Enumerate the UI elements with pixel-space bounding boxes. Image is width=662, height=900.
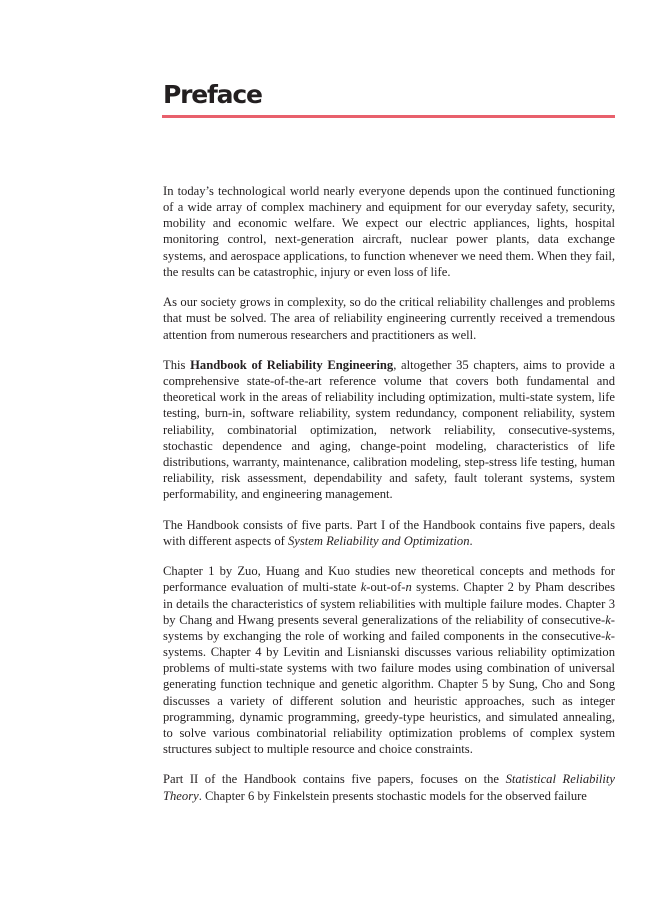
paragraph-5-text-1: Chapter 1 by Zuo, Huang and Kuo studies new theoretical concepts and methods for performance evaluation of multi-state bbox=[163, 564, 615, 595]
math-k: k bbox=[360, 580, 367, 595]
paragraph-4-end: . bbox=[469, 533, 473, 548]
preface-body bbox=[163, 183, 615, 818]
part-2-title-italic: Statistical Reliability Theory bbox=[163, 772, 615, 803]
paragraph-4 bbox=[163, 517, 615, 549]
handbook-title-bold: Handbook of Reliability Engineering bbox=[190, 358, 394, 372]
math-k: k bbox=[605, 612, 611, 627]
title-underline bbox=[162, 115, 615, 118]
paragraph-3-lead: This bbox=[163, 358, 191, 372]
paragraph-6 bbox=[163, 771, 615, 803]
part-1-title-italic: System Reliability and Optimization bbox=[287, 533, 470, 548]
paragraph-5-text-5: -systems. Chapter 4 by Levitin and Lisnianski discusses various reliability optimization problems of multi-state systems with two failure modes using combination of universal generating function technique and genetic algorithm. Chapter 5 by Sung, Cho and Song discusses a variety of different solution and heuristic approaches, such as integer programming, dynamic programming, greedy-type heuristics, and simulated annealing, to solve various combinatorial reliability optimization problems of complex system structures subject to multiple resource and choice constraints. bbox=[163, 628, 615, 757]
paragraph-2: As our society grows in complexity, so do the critical reliability challenges and problems that must be solved. The area of reliability engineering currently received a tremendous attention from numerous researchers and practitioners as well. bbox=[163, 295, 615, 342]
paragraph-5-text-2: -out-of- bbox=[366, 580, 406, 595]
paragraph-5-text-4: -systems by exchanging the role of working and failed components in the consecutive- bbox=[163, 612, 615, 643]
math-k: k bbox=[605, 628, 611, 643]
math-n: n bbox=[405, 580, 412, 595]
paragraph-3 bbox=[163, 357, 615, 502]
paragraph-6-rest: . Chapter 6 by Finkelstein presents stochastic models for the observed failure bbox=[198, 788, 587, 803]
paragraph-5-text-3: systems. Chapter 2 by Pham describes in details the characteristics of system reliabilities with multiple failure modes. Chapter 3 by Chang and Hwang presents several generalizations of the reliability of consecutive- bbox=[163, 580, 615, 627]
page-title: Preface bbox=[163, 80, 262, 109]
paragraph-3-rest: , altogether 35 chapters, aims to provide a comprehensive state-of-the-art reference volume that covers both fundamental and theoretical work in the areas of reliability including optimization, multi-state system, life testing, burn-in, software reliability, system redundancy, component reliability, system reliability, combinatorial optimization, network reliability, consecutive-systems, stochastic dependence and aging, change-point modeling, characteristics of life distributions, warranty, maintenance, calibration modeling, step-stress life testing, human reliability, risk assessment, dependability and safety, fault tolerant systems, system performability, and engineering management. bbox=[163, 358, 615, 502]
paragraph-6-lead: Part II of the Handbook contains five papers, focuses on the bbox=[163, 772, 506, 787]
paragraph-5 bbox=[163, 563, 615, 757]
paragraph-1: In today’s technological world nearly everyone depends upon the continued functioning of a wide array of complex machinery and equipment for our everyday safety, security, mobility and economic welfare. We expect our electric appliances, lights, hospital monitoring control, next-generation aircraft, nuclear power plants, data exchange systems, and aerospace applications, to function whenever we need them. When they fail, the results can be catastrophic, injury or even loss of life. bbox=[163, 184, 615, 279]
paragraph-4-lead: The Handbook consists of five parts. Part I of the Handbook contains five papers, deals with different aspects of bbox=[163, 517, 615, 548]
